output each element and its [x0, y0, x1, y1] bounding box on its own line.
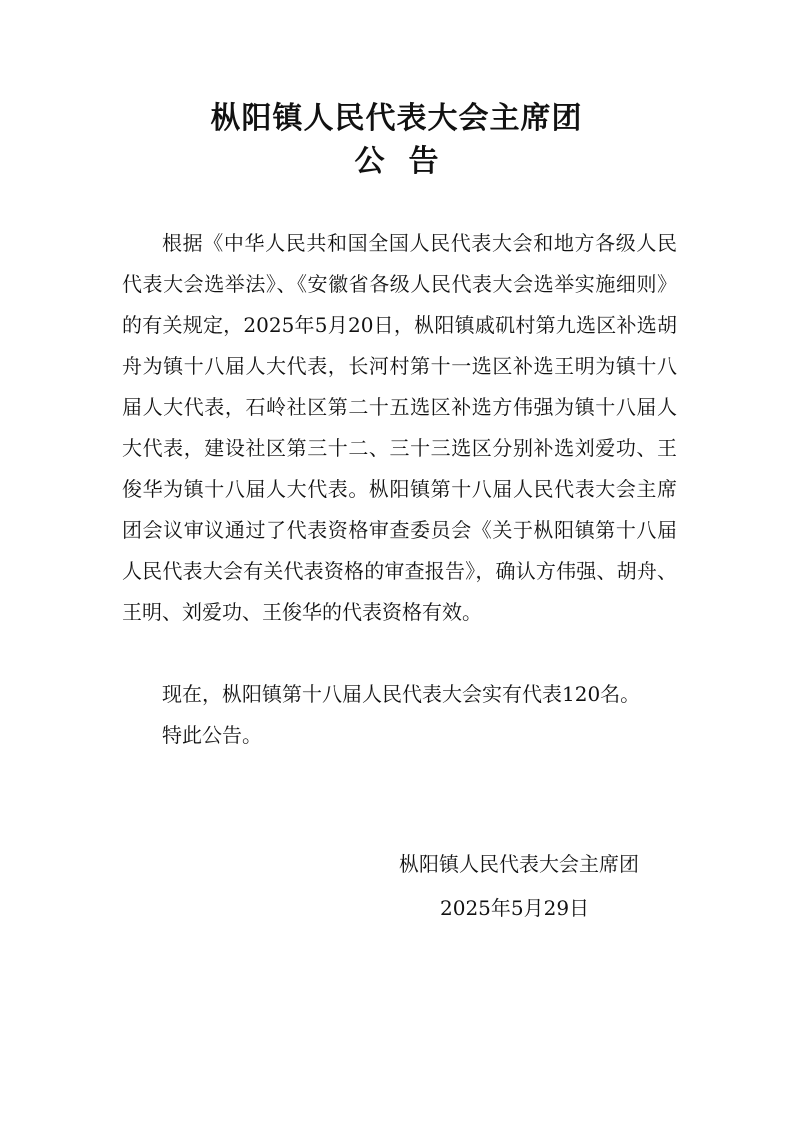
signature-organization: 枞阳镇人民代表大会主席团 — [399, 852, 639, 876]
body-paragraph: 现在，枞阳镇第十八届人民代表大会实有代表120名。 — [162, 682, 641, 706]
body-paragraph: 根据《中华人民共和国全国人民代表大会和地方各级人民代表大会选举法》、《安徽省各级人民代表大会选举实施细则》的有关规定，2025年5月20日，枞阳镇戚矶村第九选区补选胡舟为镇十八届人大代表，长河村第十一选区补选王明为镇十八届人大代表，石岭社区第二十五选区补选方伟强为镇十八届人大代表，建设社区第三十二、三十三选区分别补选刘爱功、王俊华为镇十八届人大代表。枞阳镇第十八届人民代表大会主席团会议审议通过了代表资格审查委员会《关于枞阳镇第十八届人民代表大会有关代表资格的审查报告》，确认方伟强、胡舟、王明、刘爱功、王俊华的代表资格有效。 — [122, 231, 677, 624]
body-paragraph: 特此公告。 — [162, 723, 262, 747]
document-title: 枞阳镇人民代表大会主席团 — [210, 101, 583, 136]
document-subtitle: 公告 — [354, 144, 463, 179]
signature-date: 2025年5月29日 — [440, 896, 590, 920]
